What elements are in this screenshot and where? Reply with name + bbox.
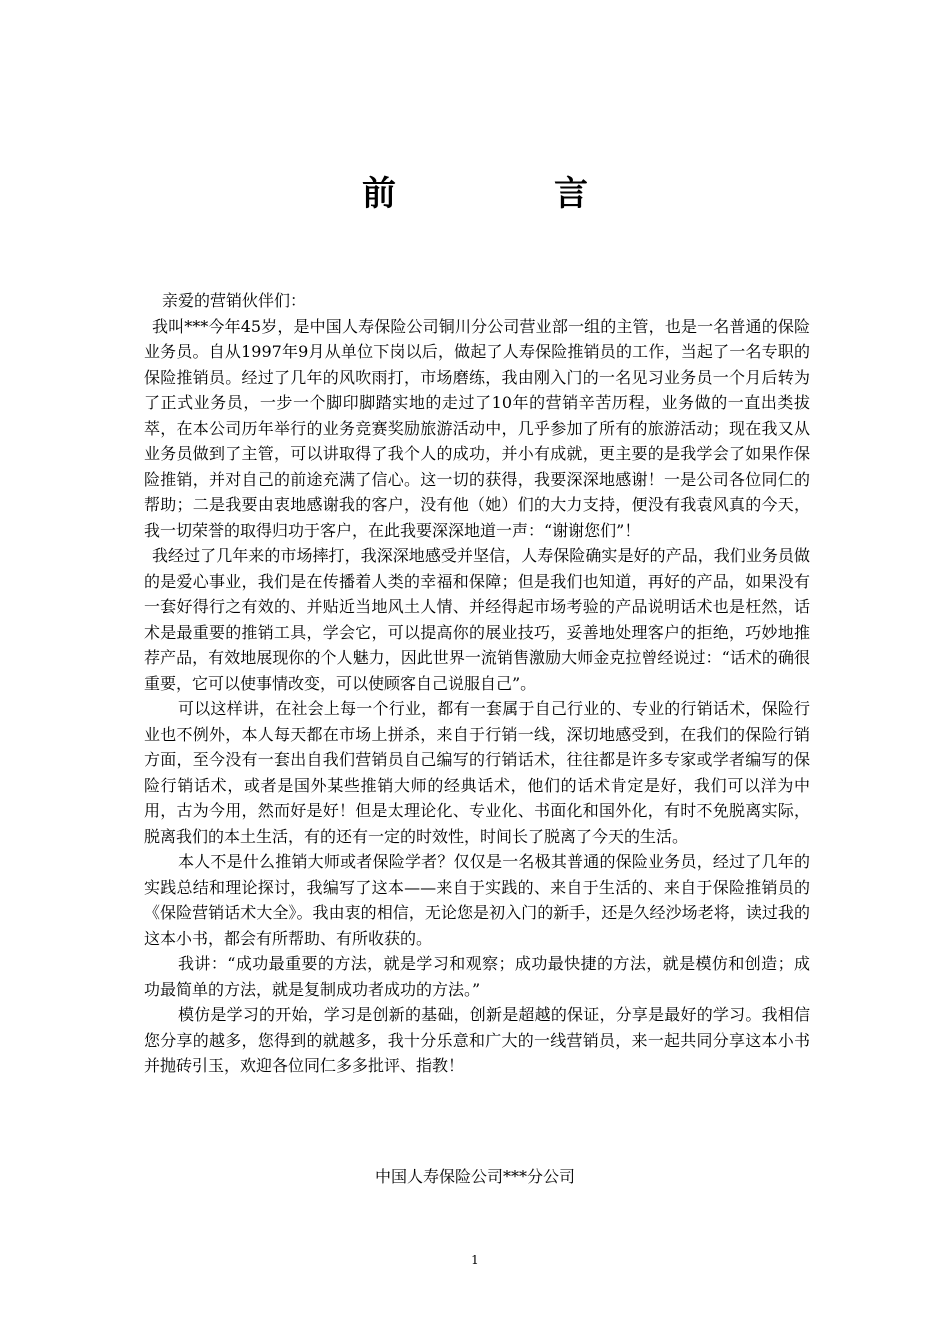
paragraph-sharing: 模仿是学习的开始，学习是创新的基础，创新是超越的保证，分享是最好的学习。我相信您分享的越多，您得到的就越多，我十分乐意和广大的一线营销员，来一起共同分享这本小书并抛砖引玉，欢迎各位同仁多多批评、指教！ bbox=[144, 1005, 810, 1075]
paragraph-book-purpose: 本人不是什么推销大师或者保险学者？仅仅是一名极其普通的保险业务员，经过了几年的实践总结和理论探讨，我编写了这本——来自于实践的、来自于生活的、来自于保险推销员的《保险营销话术大全》。我由衷的相信，无论您是初入门的新手，还是久经沙场老将，读过我的这本小书，都会有所帮助、有所收获的。 bbox=[144, 852, 810, 948]
paragraph-market-experience: 我经过了几年来的市场摔打，我深深地感受并坚信，人寿保险确实是好的产品，我们业务员做的是爱心事业，我们是在传播着人类的幸福和保障；但是我们也知道，再好的产品，如果没有一套好得行之有效的、并贴近当地风土人情、并经得起市场考验的产品说明话术也是枉然，话术是最重要的推销工具，学会它，可以提高你的展业技巧，妥善地处理客户的拒绝，巧妙地推荐产品，有效地展现你的个人魅力，因此世界一流销售激励大师金克拉曾经说过：“话术的确很重要，它可以使事情改变，可以使顾客自己说服自己”。 bbox=[144, 546, 810, 693]
paragraph-industry-scripts: 可以这样讲，在社会上每一个行业，都有一套属于自己行业的、专业的行销话术，保险行业也不例外，本人每天都在市场上拼杀，来自于行销一线，深切地感受到，在我们的保险行销方面，至今没有一套出自我们营销员自己编写的行销话术，往往都是许多专家或学者编写的保险行销话术，或者是国外某些推销大师的经典话术，他们的话术肯定是好，我们可以洋为中用，古为今用，然而好是好！但是太理论化、专业化、书面化和国外化，有时不免脱离实际，脱离我们的本土生活，有的还有一定的时效性，时间长了脱离了今天的生活。 bbox=[144, 699, 810, 846]
salutation: 亲爱的营销伙伴们： bbox=[162, 291, 307, 310]
signature: 中国人寿保险公司***分公司 bbox=[374, 1167, 575, 1186]
page-number: 1 bbox=[471, 1253, 479, 1267]
page-title: 前 言 bbox=[362, 174, 650, 214]
paragraph-intro: 我叫***今年45岁，是中国人寿保险公司铜川分公司营业部一组的主管，也是一名普通的保险业务员。自从1997年9月从单位下岗以后，做起了人寿保险推销员的工作，当起了一名专职的保险推销员。经过了几年的风吹雨打，市场磨练，我由刚入门的一名见习业务员一个月后转为了正式业务员，一步一个脚印脚踏实地的走过了10年的营销辛苦历程，业务做的一直出类拔萃，在本公司历年举行的业务竞赛奖励旅游活动中，几乎参加了所有的旅游活动；现在我又从业务员做到了主管，可以讲取得了我个人的成功，并小有成就，更主要的是我学会了如果作保险推销，并对自己的前途充满了信心。这一切的获得，我要深深地感谢！一是公司各位同仁的帮助；二是我要由衷地感谢我的客户，没有他（她）们的大力支持，便没有我袁风真的今天，我一切荣誉的取得归功于客户，在此我要深深地道一声：“谢谢您们”！ bbox=[144, 316, 810, 540]
paragraph-success-quote: 我讲：“成功最重要的方法，就是学习和观察；成功最快捷的方法，就是模仿和创造；成功最简单的方法，就是复制成功者成功的方法。” bbox=[144, 954, 810, 999]
letter-body bbox=[144, 288, 810, 1079]
